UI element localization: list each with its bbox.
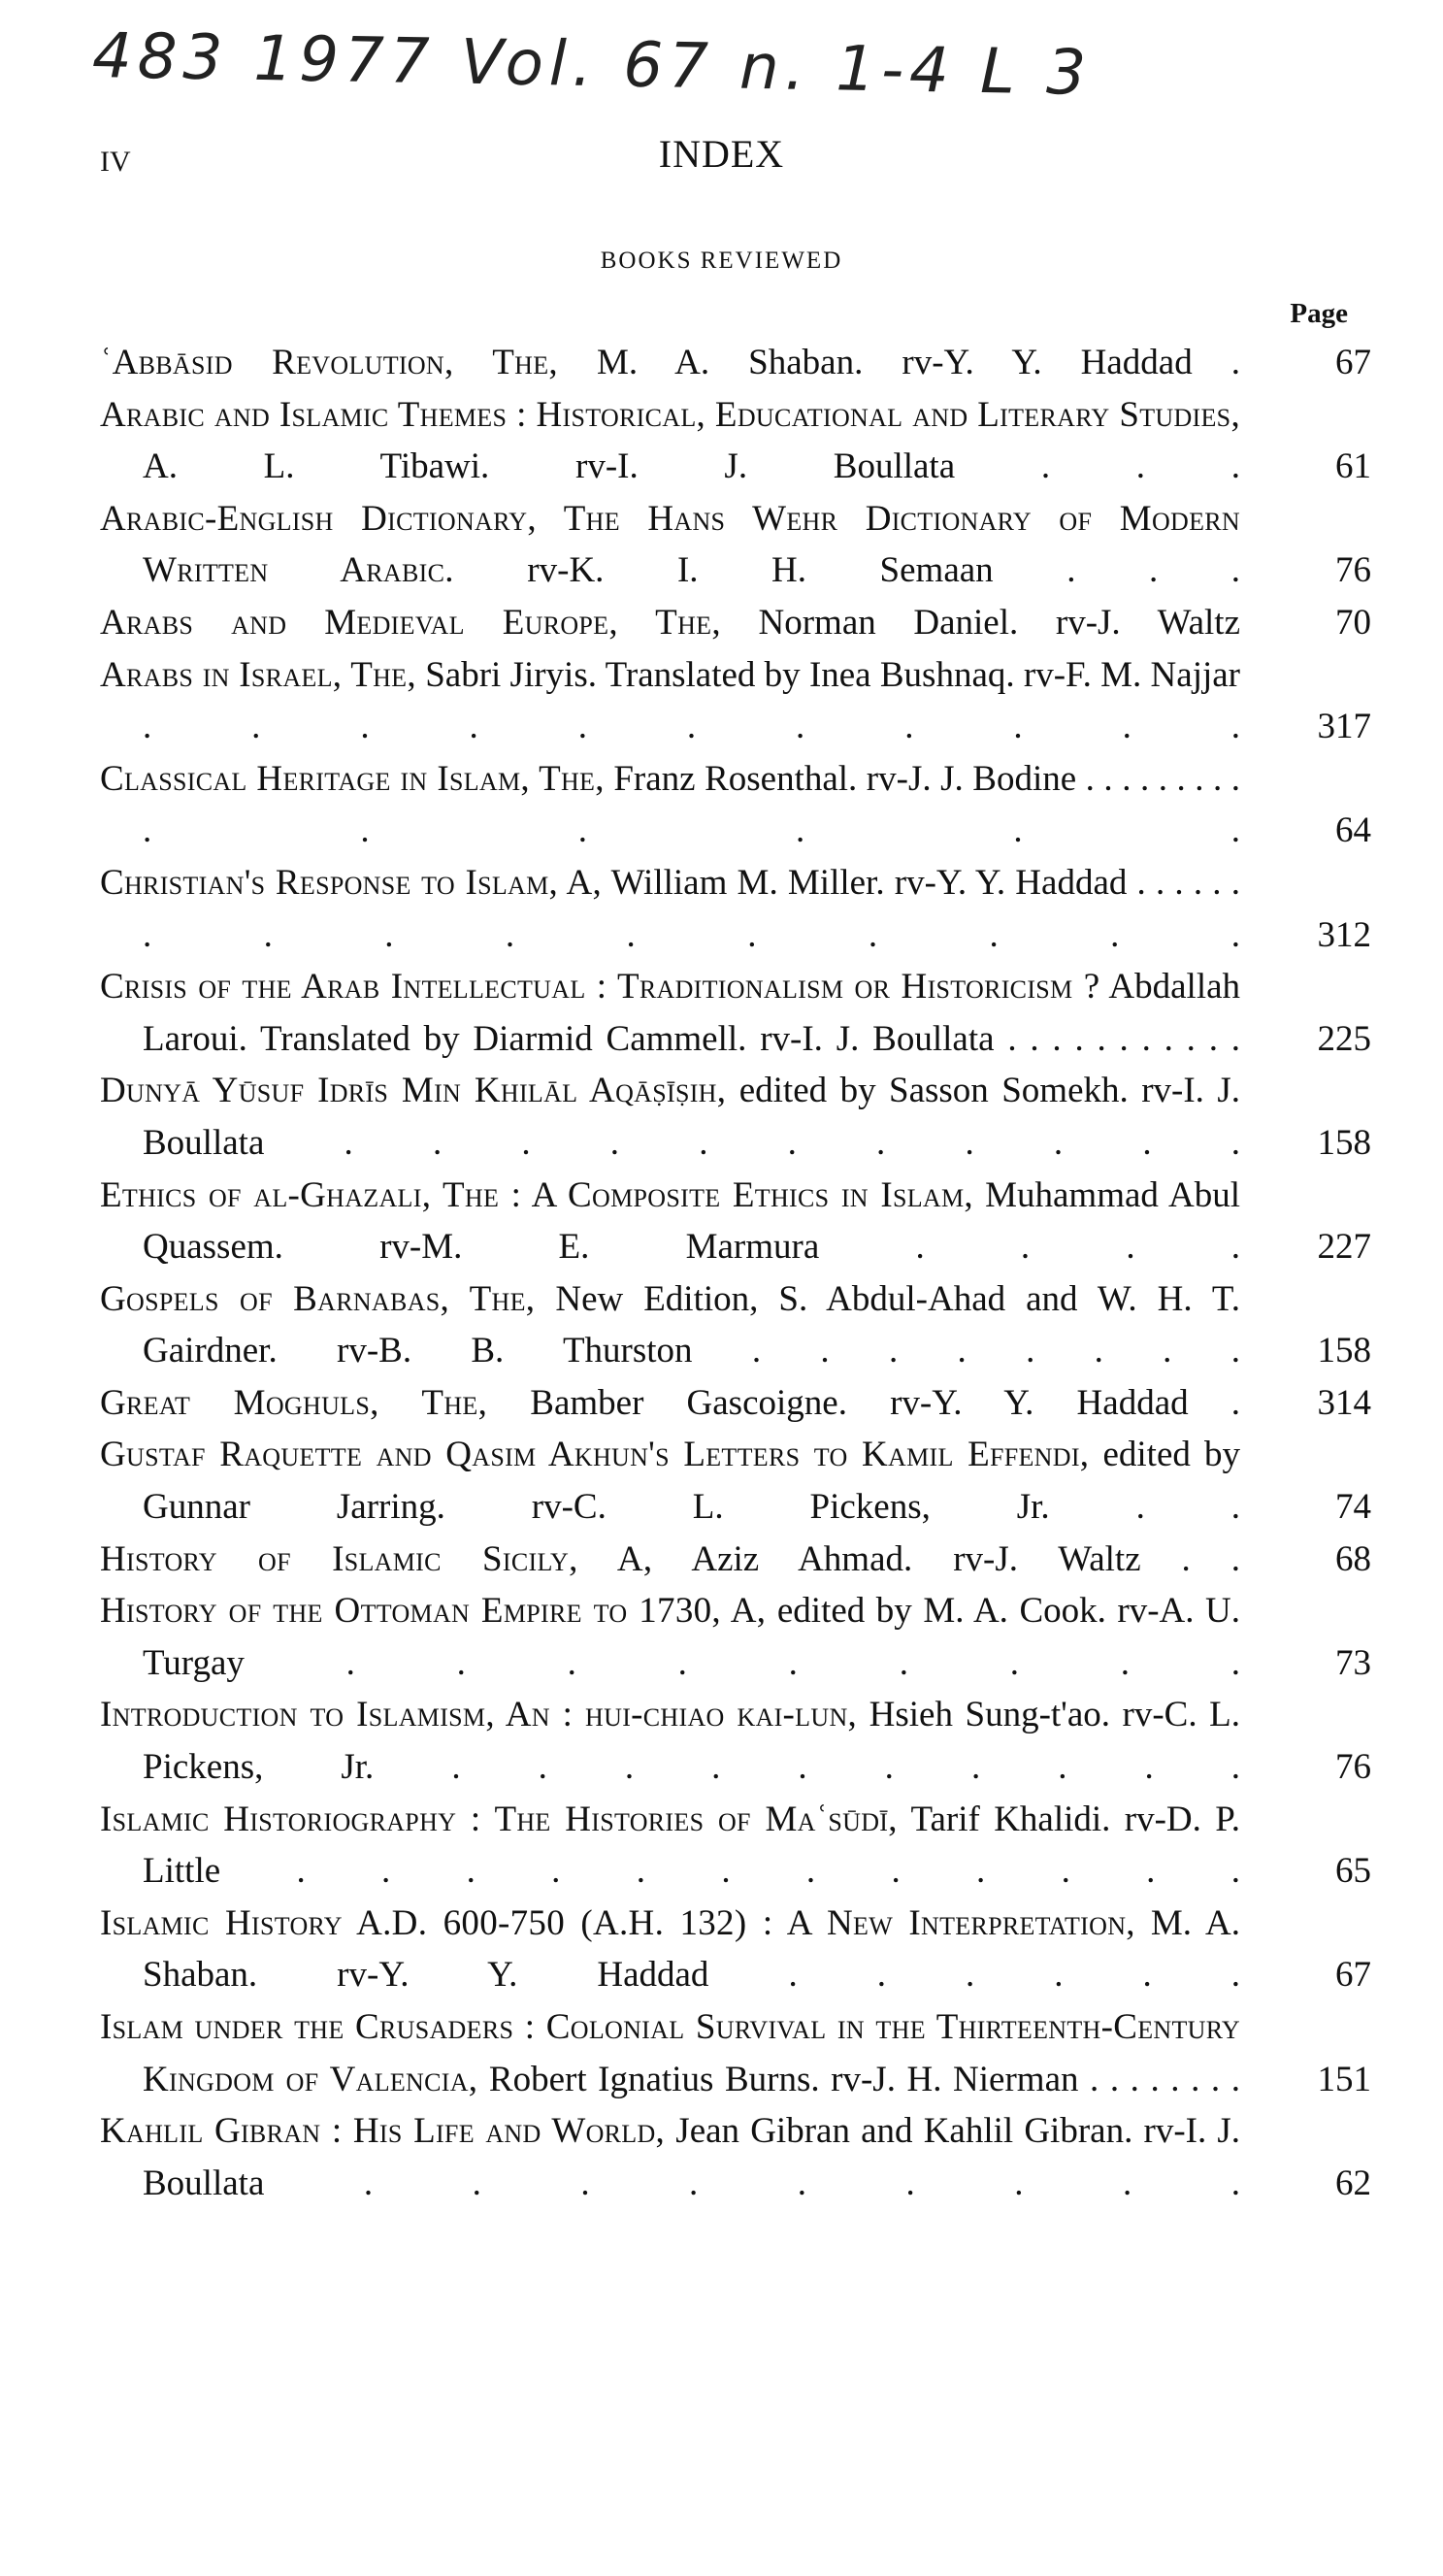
index-entry	[100, 1377, 1371, 1430]
index-entry	[100, 1794, 1371, 1898]
index-entry	[100, 961, 1371, 1065]
entry-text	[100, 961, 1240, 1065]
index-entry	[100, 1585, 1371, 1689]
entry-text	[100, 1534, 1240, 1586]
entry-text	[100, 1065, 1240, 1169]
entry-rest: Robert Ignatius Burns. rv-J. H. Nierman . . . . . . . .	[488, 2059, 1240, 2099]
entry-text	[100, 493, 1240, 597]
entry-page: 67	[1335, 1955, 1371, 1996]
entry-rest: rv-K. I. H. Semaan . . .	[527, 550, 1241, 591]
index-entry	[100, 389, 1371, 493]
entry-title: Islamic History A.D. 600-750 (A.H. 132) : A New Interpretation,	[100, 1902, 1135, 1943]
entry-title: Christian's Response to Islam, A,	[100, 862, 603, 903]
entry-page: 158	[1317, 1122, 1371, 1163]
index-entry	[100, 753, 1371, 857]
entry-page: 73	[1335, 1642, 1371, 1683]
entry-text	[100, 649, 1240, 753]
entry-page: 227	[1317, 1227, 1371, 1268]
entry-page: 158	[1317, 1331, 1371, 1371]
entry-title: Classical Heritage in Islam, The,	[100, 758, 605, 799]
index-entry	[100, 1065, 1371, 1169]
entry-title: Introduction to Islamism, An : hui-chiao kai-lun,	[100, 1695, 858, 1735]
entry-title: Islam under the Crusaders : Colonial Survival in the Thirteenth-Century Kingdom of Valencia,	[100, 2007, 1240, 2099]
entry-rest: Norman Daniel. rv-J. Waltz	[758, 602, 1240, 643]
entry-title: History of the Ottoman Empire to 1730, A,	[100, 1591, 767, 1632]
entry-rest: Sabri Jiryis. Translated by Inea Bushnaq. rv-F. M. Najjar . . . . . . . . . . .	[143, 654, 1240, 747]
index-entries	[100, 337, 1371, 2209]
index-entry	[100, 1429, 1371, 1533]
entry-text	[100, 1585, 1240, 1689]
entry-page: 67	[1335, 343, 1371, 382]
entry-page: 61	[1335, 446, 1371, 487]
entry-title: Dunyā Yūsuf Idrīs Min Khilāl Aqāṣīṣih,	[100, 1071, 727, 1111]
entry-text	[100, 389, 1240, 493]
entry-title: Great Moghuls, The,	[100, 1382, 488, 1423]
entry-rest: Hsieh Sung-t'ao. rv-C. L. Pickens, Jr. . . . . . . . . . .	[143, 1695, 1241, 1788]
entry-title: Arabs and Medieval Europe, The,	[100, 602, 721, 643]
entry-title: Crisis of the Arab Intellectual : Traditionalism or Historicism ?	[100, 967, 1100, 1007]
index-entry	[100, 649, 1371, 753]
index-entry	[100, 857, 1371, 961]
entry-page: 312	[1317, 914, 1371, 955]
index-entry	[100, 2001, 1371, 2105]
entry-rest: M. A. Shaban. rv-Y. Y. Haddad . . . . . .	[143, 1902, 1240, 1996]
entry-text	[100, 1429, 1240, 1533]
index-entry	[100, 597, 1371, 649]
entry-title: Gustaf Raquette and Qasim Akhun's Letters to Kamil Effendi,	[100, 1435, 1090, 1475]
entry-rest: New Edition, S. Abdul-Ahad and W. H. T. Gairdner. rv-B. B. Thurston . . . . . . . .	[143, 1278, 1240, 1371]
entry-rest: M. A. Shaban. rv-Y. Y. Haddad .	[597, 343, 1240, 382]
entry-page: 70	[1335, 602, 1371, 643]
entry-rest: edited by Gunnar Jarring. rv-C. L. Pickens, Jr. . .	[143, 1435, 1240, 1528]
entry-title: Islamic Historiography : The Histories of Maʿsūdī,	[100, 1799, 898, 1839]
index-entry	[100, 1273, 1371, 1377]
entry-page: 151	[1317, 2059, 1371, 2099]
entry-page: 65	[1335, 1851, 1371, 1892]
entry-rest: William M. Miller. rv-Y. Y. Haddad . . . . . . . . . . . . . . . .	[143, 862, 1240, 955]
entry-title: Arabs in Israel, The,	[100, 654, 416, 695]
entry-rest: A. L. Tibawi. rv-I. J. Boullata . . .	[143, 446, 1240, 487]
entry-text	[100, 597, 1240, 649]
entry-page: 76	[1335, 1747, 1371, 1788]
entry-rest: Tarif Khalidi. rv-D. P. Little . . . . . . . . . . . .	[143, 1799, 1240, 1892]
entry-text	[100, 1794, 1240, 1898]
entry-title: Arabic and Islamic Themes : Historical, Educational and Literary Studies,	[100, 394, 1240, 435]
folio-number: IV	[100, 146, 131, 178]
index-entry	[100, 1689, 1371, 1793]
entry-text	[100, 1689, 1240, 1793]
entry-text	[100, 1898, 1240, 2001]
entry-text	[100, 857, 1240, 961]
index-entry	[100, 1534, 1371, 1586]
entry-title: Arabic-English Dictionary, The Hans Wehr Dictionary of Modern Written Arabic.	[100, 498, 1240, 591]
entry-page: 68	[1335, 1538, 1371, 1579]
index-entry	[100, 1170, 1371, 1273]
entry-rest: Franz Rosenthal. rv-J. J. Bodine . . . . . . . . . . . . . . .	[143, 758, 1241, 851]
entry-rest: edited by Sasson Somekh. rv-I. J. Boullata . . . . . . . . . . .	[143, 1071, 1240, 1163]
entry-title: History of Islamic Sicily, A,	[100, 1538, 653, 1579]
entry-page: 314	[1317, 1382, 1371, 1423]
entry-text	[100, 753, 1240, 857]
page-column-label: Page	[1290, 298, 1348, 329]
entry-page: 225	[1317, 1018, 1371, 1059]
entry-text	[100, 2001, 1240, 2105]
entry-text	[100, 1170, 1240, 1273]
entry-rest: Bamber Gascoigne. rv-Y. Y. Haddad .	[530, 1382, 1241, 1423]
entry-rest: Abdallah Laroui. Translated by Diarmid Cammell. rv-I. J. Boullata . . . . . . . . . . .	[143, 967, 1241, 1059]
entry-title: Kahlil Gibran : His Life and World,	[100, 2111, 666, 2152]
entry-title: Ethics of al-Ghazali, The : A Composite Ethics in Islam,	[100, 1174, 973, 1215]
entry-page: 62	[1335, 2163, 1371, 2203]
index-entry	[100, 337, 1371, 389]
handwritten-note: 483 1977 Vol. 67 n. 1-4 L 3	[91, 20, 1093, 110]
entry-page: 74	[1335, 1487, 1371, 1528]
index-entry	[100, 1898, 1371, 2001]
index-entry	[100, 493, 1371, 597]
entry-text	[100, 1377, 1240, 1430]
entry-text	[100, 1273, 1240, 1377]
entry-rest: Muhammad Abul Quassem. rv-M. E. Marmura . . . .	[143, 1174, 1241, 1268]
entry-page: 76	[1335, 550, 1371, 591]
entry-text	[100, 2105, 1240, 2209]
entry-text	[100, 337, 1240, 389]
entry-title: ʿAbbāsid Revolution, The,	[100, 343, 558, 382]
entry-page: 64	[1335, 810, 1371, 851]
index-entry	[100, 2105, 1371, 2209]
section-title: BOOKS REVIEWED	[600, 248, 843, 274]
entry-rest: edited by M. A. Cook. rv-A. U. Turgay . . . . . . . . .	[143, 1591, 1241, 1683]
entry-title: Gospels of Barnabas, The,	[100, 1278, 536, 1319]
entry-rest: Jean Gibran and Kahlil Gibran. rv-I. J. Boullata . . . . . . . . .	[143, 2111, 1241, 2203]
entry-rest: Aziz Ahmad. rv-J. Waltz . .	[691, 1538, 1240, 1579]
entry-page: 317	[1317, 707, 1371, 747]
running-head: INDEX	[658, 132, 785, 176]
